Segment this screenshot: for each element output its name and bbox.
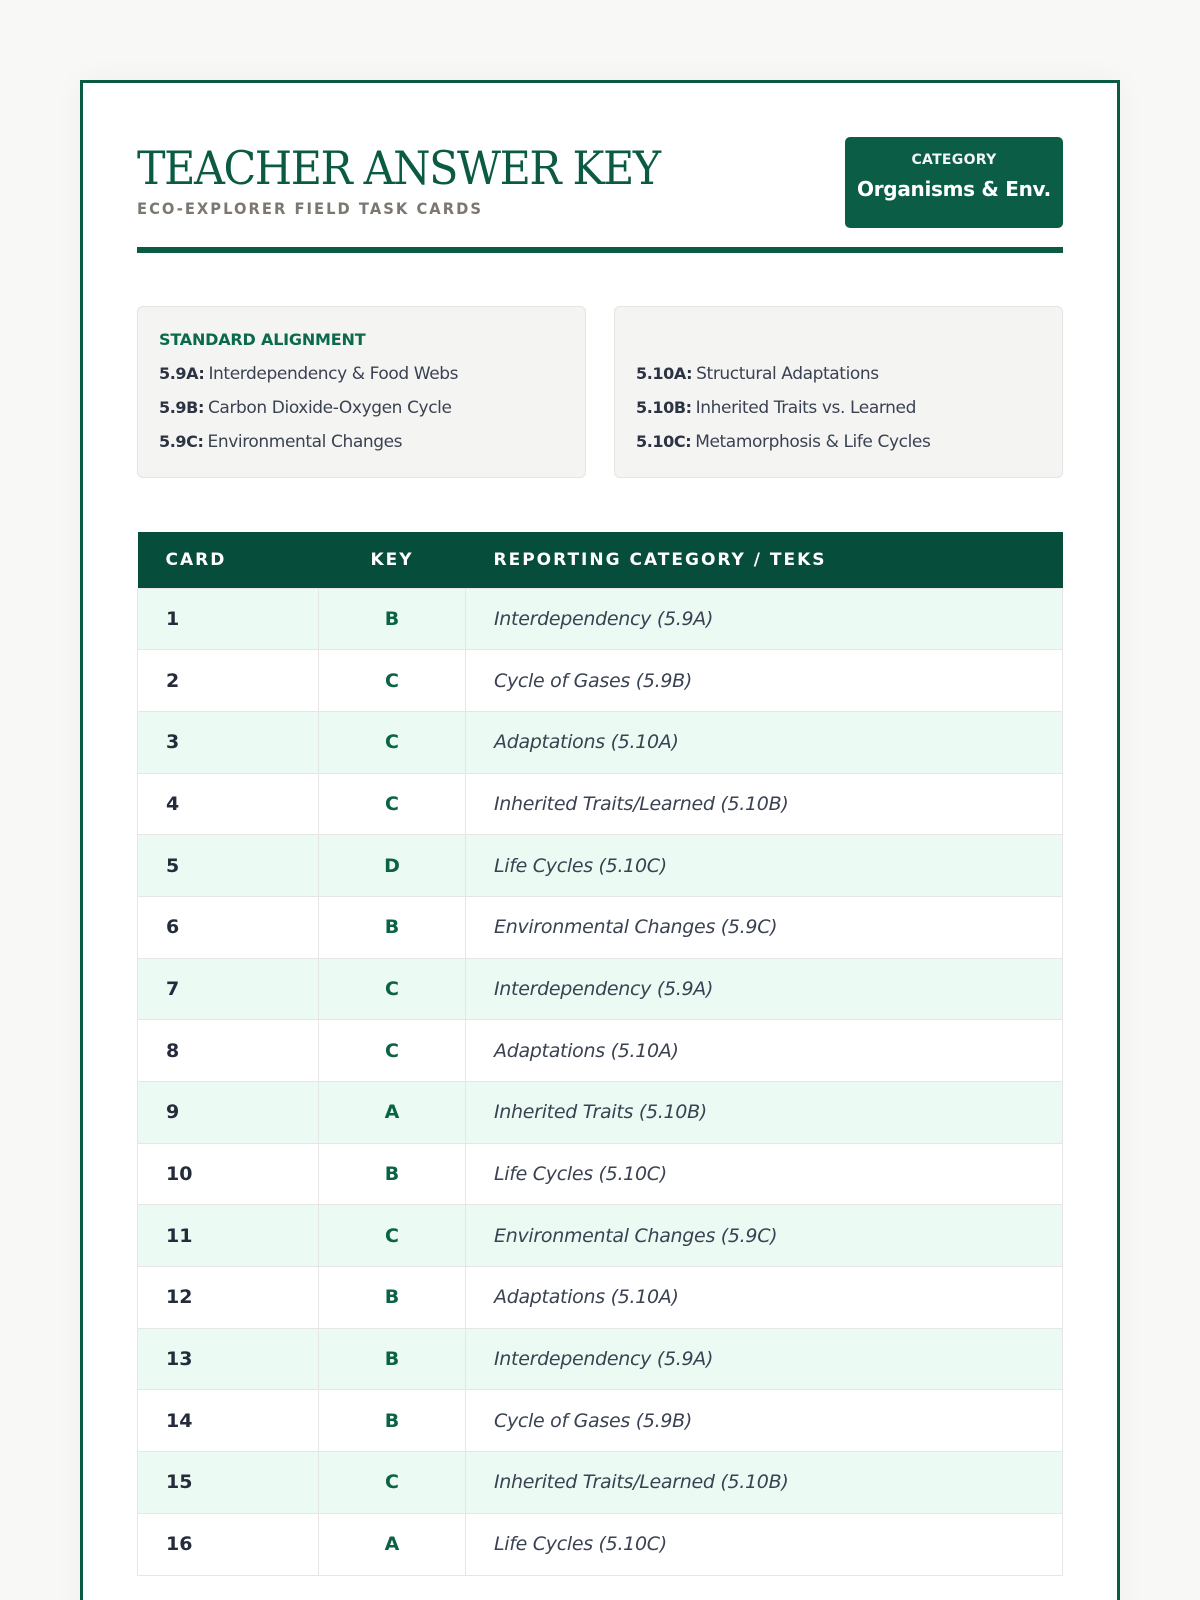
answer-key: C <box>319 650 466 712</box>
standard-item <box>159 391 565 425</box>
card-number: 9 <box>138 1082 319 1144</box>
card-number: 5 <box>138 835 319 897</box>
column-header-key: KEY <box>319 532 466 588</box>
table-row <box>138 835 1063 897</box>
card-number: 16 <box>138 1513 319 1575</box>
standard-item <box>636 391 1042 425</box>
standards-heading: STANDARD ALIGNMENT <box>159 330 366 349</box>
answer-key-table <box>137 532 1063 1576</box>
standard-code: 5.9A: <box>159 364 205 383</box>
answer-key: D <box>319 835 466 897</box>
page-subtitle: ECO-EXPLORER FIELD TASK CARDS <box>137 199 483 218</box>
teks-category: Adaptations (5.10A) <box>466 1020 1063 1082</box>
answer-key: C <box>319 1205 466 1267</box>
standard-code: 5.9C: <box>159 432 204 451</box>
standard-code: 5.9B: <box>159 398 204 417</box>
teks-category: Inherited Traits/Learned (5.10B) <box>466 1452 1063 1514</box>
table-row <box>138 650 1063 712</box>
teks-category: Environmental Changes (5.9C) <box>466 1205 1063 1267</box>
card-number: 8 <box>138 1020 319 1082</box>
card-number: 11 <box>138 1205 319 1267</box>
category-value: Organisms & Env. <box>857 177 1051 201</box>
card-number: 13 <box>138 1328 319 1390</box>
card-number: 10 <box>138 1143 319 1205</box>
standard-text: Structural Adaptations <box>696 364 879 384</box>
card-number: 14 <box>138 1390 319 1452</box>
answer-key: B <box>319 1328 466 1390</box>
teks-category: Life Cycles (5.10C) <box>466 1143 1063 1205</box>
teks-category: Cycle of Gases (5.9B) <box>466 1390 1063 1452</box>
column-header-card: CARD <box>138 532 319 588</box>
teks-category: Interdependency (5.9A) <box>466 958 1063 1020</box>
teks-category: Adaptations (5.10A) <box>466 1267 1063 1329</box>
answer-key: B <box>319 1267 466 1329</box>
category-label: CATEGORY <box>911 152 997 168</box>
teks-category: Inherited Traits/Learned (5.10B) <box>466 773 1063 835</box>
card-number: 6 <box>138 896 319 958</box>
answer-key: C <box>319 958 466 1020</box>
table-row <box>138 1082 1063 1144</box>
table-row <box>138 1205 1063 1267</box>
answer-key: A <box>319 1082 466 1144</box>
table-row <box>138 711 1063 773</box>
table-header-row <box>138 532 1063 588</box>
answer-key: A <box>319 1513 466 1575</box>
answer-key: B <box>319 896 466 958</box>
standard-alignment <box>137 306 1063 478</box>
standard-text: Carbon Dioxide-Oxygen Cycle <box>207 398 452 418</box>
standard-text: Metamorphosis & Life Cycles <box>695 432 931 452</box>
table-row <box>138 1452 1063 1514</box>
page-title: TEACHER ANSWER KEY <box>137 141 660 195</box>
card-number: 4 <box>138 773 319 835</box>
answer-key: B <box>319 1143 466 1205</box>
table-body <box>138 588 1063 1575</box>
table-row <box>138 1020 1063 1082</box>
teks-category: Environmental Changes (5.9C) <box>466 896 1063 958</box>
standard-item <box>636 357 1042 391</box>
table-row <box>138 1328 1063 1390</box>
table-row <box>138 1267 1063 1329</box>
teks-category: Interdependency (5.9A) <box>466 1328 1063 1390</box>
title-block <box>137 137 699 218</box>
teks-category: Life Cycles (5.10C) <box>466 1513 1063 1575</box>
teks-category: Adaptations (5.10A) <box>466 711 1063 773</box>
table-row <box>138 896 1063 958</box>
standard-item <box>636 425 1042 459</box>
card-number: 1 <box>138 588 319 650</box>
page-header <box>137 137 1063 253</box>
answer-key: C <box>319 1020 466 1082</box>
teks-category: Cycle of Gases (5.9B) <box>466 650 1063 712</box>
answer-key: B <box>319 1390 466 1452</box>
standard-text: Inherited Traits vs. Learned <box>695 398 916 418</box>
answer-key-sheet <box>80 80 1120 1600</box>
card-number: 12 <box>138 1267 319 1329</box>
table-row <box>138 588 1063 650</box>
category-badge <box>845 137 1063 228</box>
teks-category: Interdependency (5.9A) <box>466 588 1063 650</box>
standard-code: 5.10A: <box>636 364 693 383</box>
column-header-teks: REPORTING CATEGORY / TEKS <box>466 532 1063 588</box>
table-row <box>138 1390 1063 1452</box>
card-number: 2 <box>138 650 319 712</box>
answer-key: C <box>319 1452 466 1514</box>
table-row <box>138 1513 1063 1575</box>
card-number: 3 <box>138 711 319 773</box>
standard-item <box>159 357 565 391</box>
answer-key: C <box>319 773 466 835</box>
table-row <box>138 1143 1063 1205</box>
teks-category: Life Cycles (5.10C) <box>466 835 1063 897</box>
teks-category: Inherited Traits (5.10B) <box>466 1082 1063 1144</box>
card-number: 15 <box>138 1452 319 1514</box>
standard-text: Environmental Changes <box>207 432 403 452</box>
card-number: 7 <box>138 958 319 1020</box>
answer-key: C <box>319 711 466 773</box>
standard-code: 5.10B: <box>636 398 692 417</box>
standard-text: Interdependency & Food Webs <box>208 364 459 384</box>
table-row <box>138 773 1063 835</box>
standard-item <box>159 425 565 459</box>
standards-box-left <box>137 306 586 478</box>
standards-box-right <box>614 306 1063 478</box>
table-row <box>138 958 1063 1020</box>
standard-code: 5.10C: <box>636 432 692 451</box>
answer-key: B <box>319 588 466 650</box>
